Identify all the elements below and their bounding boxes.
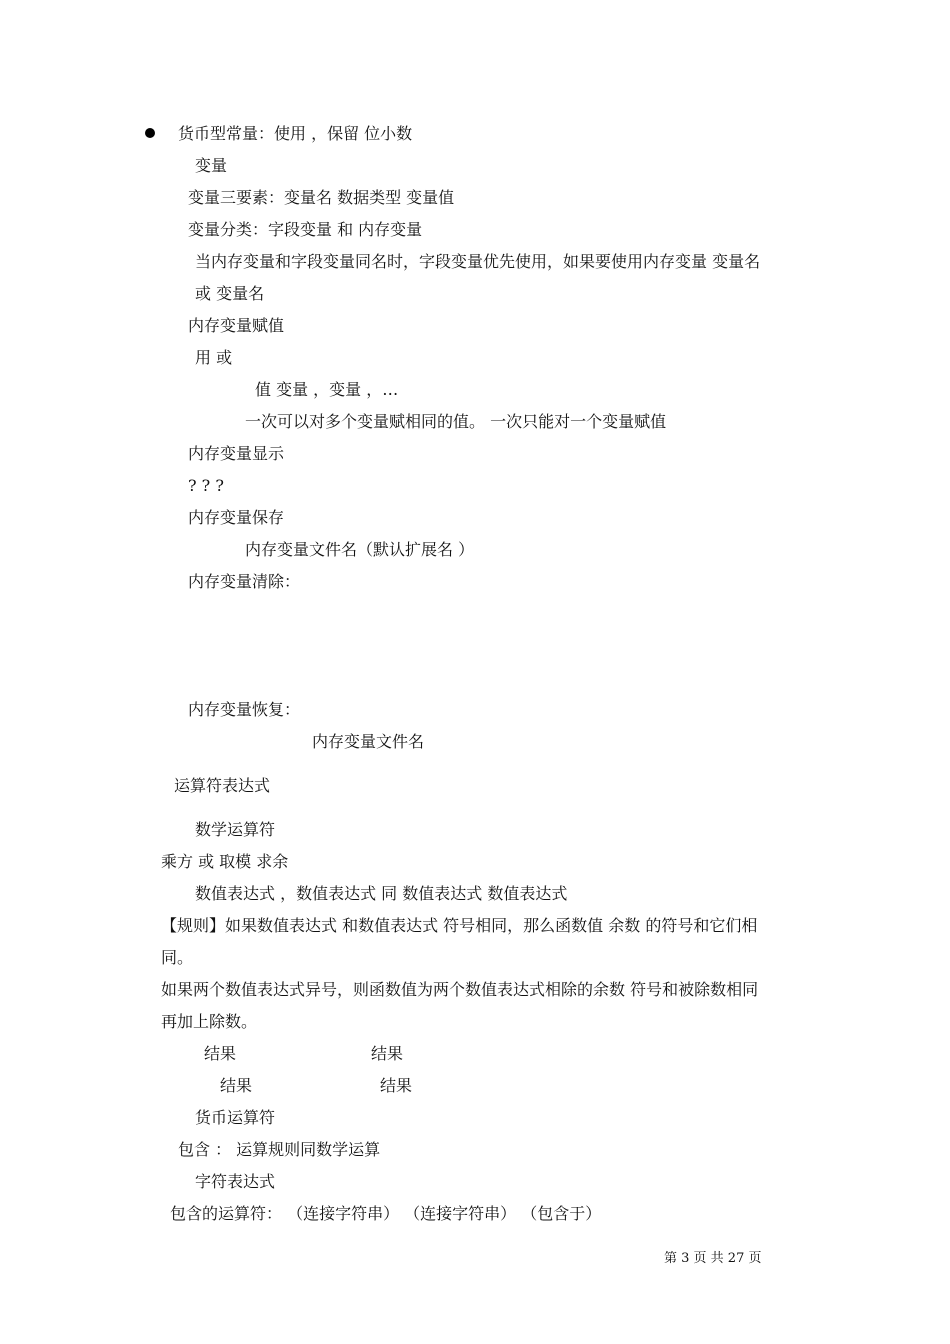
text-line: 乘方 或 取模 求余 xyxy=(161,852,289,871)
text-line: 【规则】如果数值表达式 和数值表达式 符号相同，那么函数值 余数 的符号和它们相 xyxy=(161,916,758,935)
text-line: 结果 xyxy=(220,1076,253,1095)
text-line: 或 变量名 xyxy=(195,284,265,303)
text-line: 数值表达式 ，数值表达式 同 数值表达式 数值表达式 xyxy=(195,884,568,903)
page-footer: 第 3 页 共 27 页 xyxy=(664,1251,762,1266)
text-line: 结果 xyxy=(371,1044,404,1063)
text-line: 内存变量清除： xyxy=(188,572,301,591)
text-line: 内存变量文件名 xyxy=(312,732,425,751)
text-line: 变量分类：字段变量 和 内存变量 xyxy=(188,220,423,239)
text-line: 变量三要素：变量名 数据类型 变量值 xyxy=(188,188,455,207)
text-line: 再加上除数。 xyxy=(161,1012,258,1031)
text-line: 内存变量保存 xyxy=(188,508,285,527)
text-line: 当内存变量和字段变量同名时，字段变量优先使用，如果要使用内存变量 变量名 xyxy=(195,252,761,271)
text-line: 数学运算符 xyxy=(195,820,276,839)
text-line: 内存变量文件名（默认扩展名 ） xyxy=(245,540,475,559)
bullet-point xyxy=(145,128,155,138)
text-line: 如果两个数值表达式异号，则函数值为两个数值表达式相除的余数 符号和被除数相同 xyxy=(161,980,759,999)
text-line: 用 或 xyxy=(195,348,233,367)
text-line: ? ? ? xyxy=(188,476,224,495)
text-line: 值 变量 ，变量 ，… xyxy=(255,380,399,399)
text-line: 运算符表达式 xyxy=(174,776,271,795)
text-line: 字符表达式 xyxy=(195,1172,276,1191)
text-line: 内存变量赋值 xyxy=(188,316,285,335)
text-line: 结果 xyxy=(204,1044,237,1063)
text-line: 内存变量显示 xyxy=(188,444,285,463)
text-line: 一次可以对多个变量赋相同的值。 一次只能对一个变量赋值 xyxy=(245,412,667,431)
text-line: 同。 xyxy=(161,948,194,967)
text-line: 包含 ： 运算规则同数学运算 xyxy=(178,1140,381,1159)
text-line: 结果 xyxy=(380,1076,413,1095)
text-line: 货币运算符 xyxy=(195,1108,276,1127)
text-line: 变量 xyxy=(195,156,228,175)
text-line: 货币型常量：使用 ，保留 位小数 xyxy=(178,124,413,143)
text-line: 内存变量恢复： xyxy=(188,700,301,719)
text-line: 包含的运算符： （连接字符串） （连接字符串） （包含于） xyxy=(170,1204,602,1223)
